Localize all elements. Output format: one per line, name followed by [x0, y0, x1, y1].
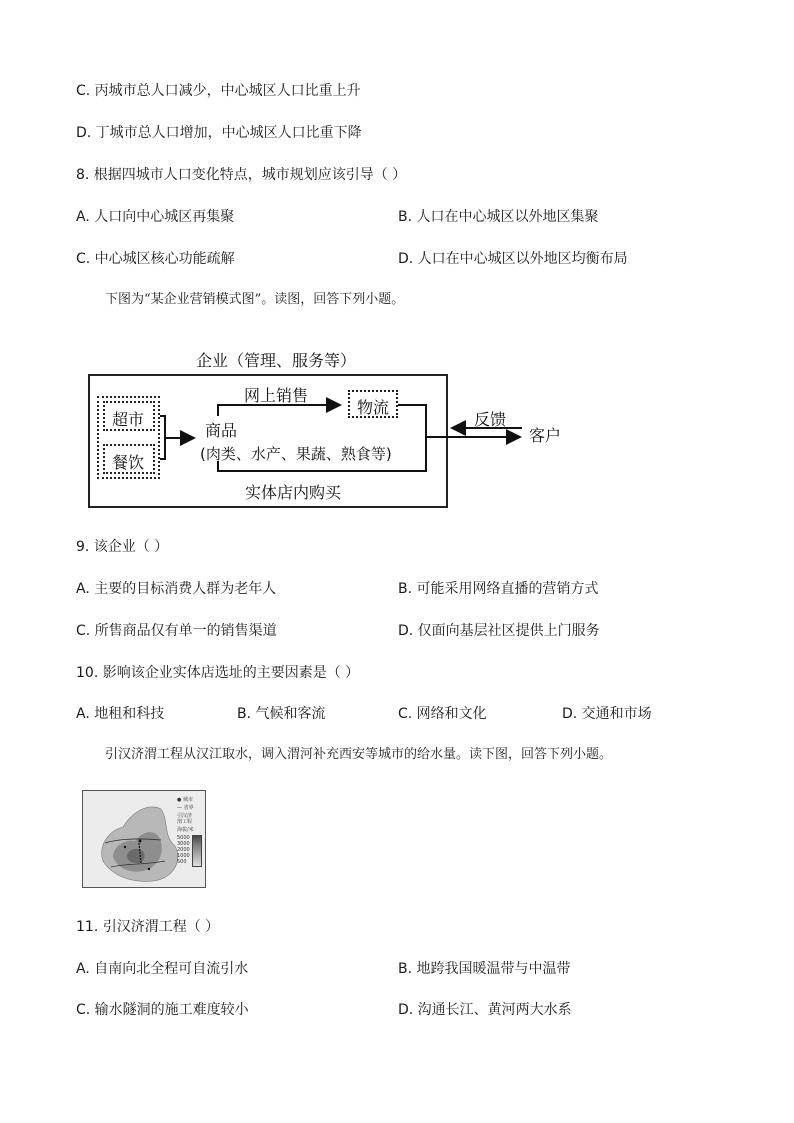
q10-option-b: B. 气候和客流	[237, 706, 326, 722]
q8-option-d: D. 人口在中心城区以外地区均衡布局	[398, 251, 628, 267]
intro-water-project: 引汉济渭工程从汉江取水，调入渭河补充西安等城市的给水量。读下图，回答下列小题。	[105, 747, 613, 762]
legend-elevation: 海拔/米	[177, 827, 194, 833]
source-brace	[160, 416, 165, 459]
q10-option-a: A. 地租和科技	[76, 706, 165, 722]
feedback-label: 反馈	[474, 410, 507, 429]
logistics-label: 物流	[357, 398, 390, 417]
legend-level: 500	[177, 859, 187, 865]
q10-stem: 10. 影响该企业实体店选址的主要因素是（ ）	[76, 665, 360, 681]
logistics-path	[398, 405, 426, 438]
diagram-arrows	[0, 0, 794, 560]
q9-option-b: B. 可能采用网络直播的营销方式	[398, 581, 599, 597]
legend-level: 5000	[177, 835, 190, 841]
store-path	[218, 438, 426, 471]
supermarket-label: 超市	[112, 410, 145, 429]
q8-option-c: C. 中心城区核心功能疏解	[76, 251, 235, 267]
q9-option-a: A. 主要的目标消费人群为老年人	[76, 581, 277, 597]
legend-level: 1000	[177, 853, 190, 859]
q11-option-c: C. 输水隧洞的施工难度较小	[76, 1002, 249, 1018]
q9-option-c: C. 所售商品仅有单一的销售渠道	[76, 623, 277, 639]
customer-label: 客户	[529, 426, 562, 445]
catering-label: 餐饮	[112, 453, 145, 472]
q8-option-b: B. 人口在中心城区以外地区集聚	[398, 209, 599, 225]
q11-option-d: D. 沟通长江、黄河两大水系	[398, 1002, 572, 1018]
legend-level: 2000	[177, 847, 190, 853]
store-purchase-label: 实体店内购买	[245, 483, 342, 502]
q10-option-d: D. 交通和市场	[562, 706, 652, 722]
legend-border: 省界	[183, 805, 194, 811]
q9-option-d: D. 仅面向基层社区提供上门服务	[398, 623, 600, 639]
q7-option-c: C. 丙城市总人口减少，中心城区人口比重上升	[76, 83, 361, 99]
goods-detail: (肉类、水产、果蔬、熟食等)	[200, 445, 392, 463]
q11-option-b: B. 地跨我国暖温带与中温带	[398, 961, 571, 977]
diagram-title: 企业（管理、服务等）	[196, 351, 357, 370]
legend-level: 3000	[177, 841, 190, 847]
goods-label: 商品	[205, 421, 238, 440]
online-path-arrow	[218, 405, 340, 416]
q10-option-c: C. 网络和文化	[398, 706, 487, 722]
online-sales-label: 网上销售	[244, 386, 309, 405]
intro-marketing: 下图为“某企业营销模式图”。读图，回答下列小题。	[105, 292, 405, 307]
terrain-map: ● 城市 — 省界 引汉济 渭工程 海拔/米 5000 3000 2000 1000 500	[82, 790, 206, 888]
legend-project-2: 渭工程	[177, 819, 193, 825]
q8-option-a: A. 人口向中心城区再集聚	[76, 209, 235, 225]
legend-project-1: 引汉济	[177, 813, 193, 819]
q11-stem: 11. 引汉济渭工程（ ）	[76, 919, 220, 935]
q7-option-d: D. 丁城市总人口增加，中心城区人口比重下降	[76, 125, 362, 141]
elevation-scale-bar	[192, 835, 202, 867]
legend-city: 城市	[182, 797, 193, 803]
q9-stem: 9. 该企业（ ）	[76, 539, 169, 555]
q8-stem: 8. 根据四城市人口变化特点，城市规划应该引导（ ）	[76, 167, 407, 183]
q11-option-a: A. 自南向北全程可自流引水	[76, 961, 249, 977]
